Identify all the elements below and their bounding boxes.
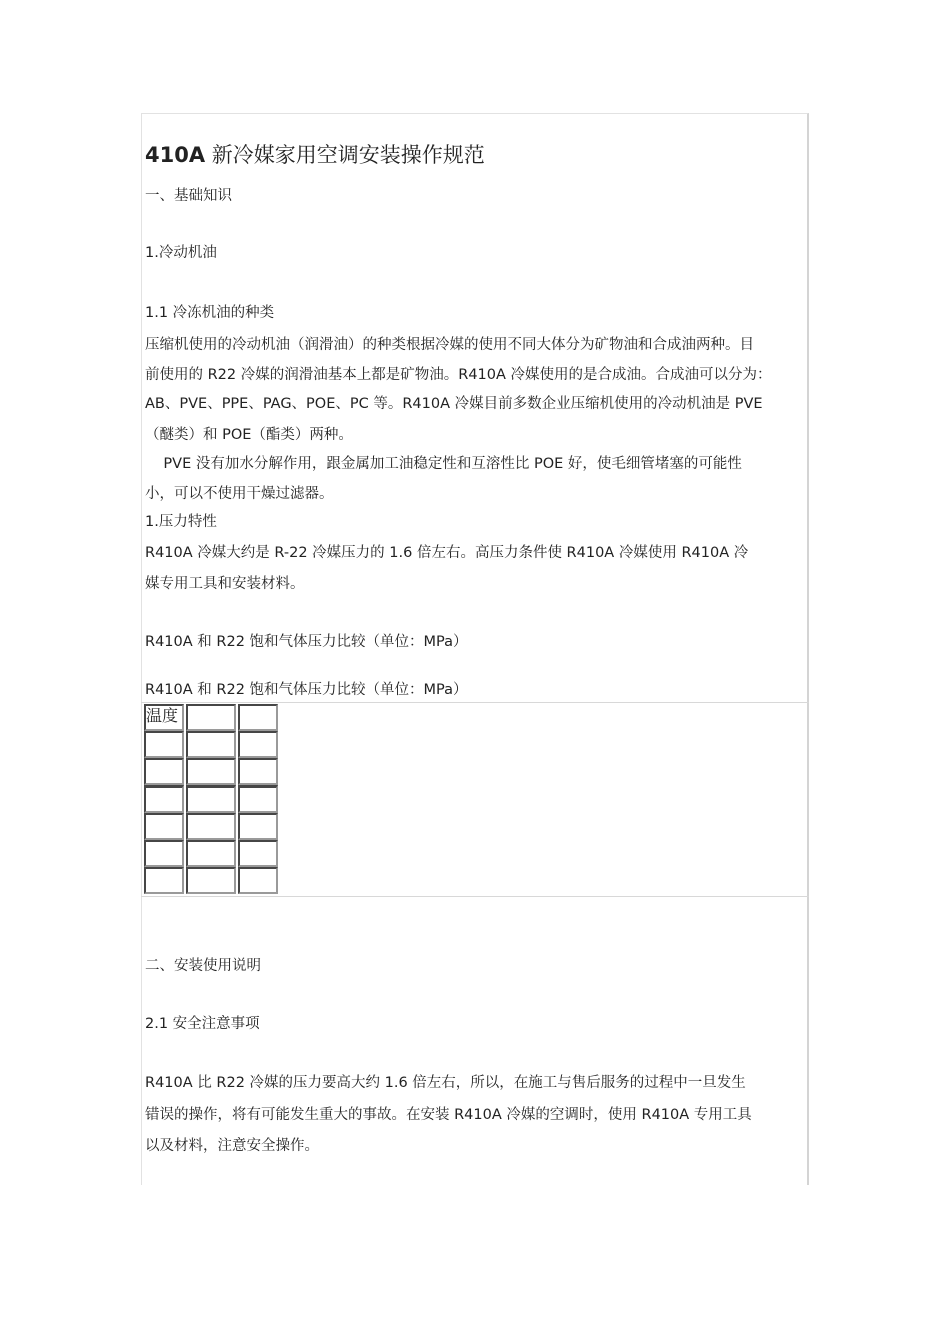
table-cell [144, 840, 184, 867]
paragraph-oil-line-2: 前使用的 R22 冷媒的润滑油基本上都是矿物油。R410A 冷媒使用的是合成油。合成油可以分为： [145, 367, 772, 383]
paragraph-oil-line-4: （醚类）和 POE（酯类）两种。 [145, 427, 353, 443]
table-row [144, 840, 278, 867]
paragraph-pressure-line-1: R410A 冷媒大约是 R-22 冷媒压力的 1.6 倍左右。高压力条件使 R410A 冷媒使用 R410A 冷 [145, 545, 749, 561]
table-row [144, 731, 278, 758]
table-cell [238, 785, 278, 813]
title-text: 新冷媒家用空调安装操作规范 [205, 143, 485, 167]
table-cell [238, 867, 278, 894]
paragraph-pve-line-2: 小，可以不使用干燥过滤器。 [145, 486, 334, 502]
paragraph-oil-line-1: 压缩机使用的冷动机油（润滑油）的种类根据冷媒的使用不同大体分为矿物油和合成油两种。目 [145, 337, 754, 353]
paragraph-safety-line-2: 错误的操作，将有可能发生重大的事故。在安装 R410A 冷媒的空调时，使用 R410A 专用工具 [145, 1107, 752, 1123]
paragraph-oil-line-3: AB、PVE、PPE、PAG、POE、PC 等。R410A 冷媒目前多数企业压缩机使用的冷动机油是 PVE [145, 396, 763, 412]
table-cell [186, 867, 236, 894]
paragraph-pressure-line-2: 媒专用工具和安装材料。 [145, 576, 305, 592]
page-title [145, 138, 485, 172]
table-row [144, 867, 278, 894]
table-cell [186, 785, 236, 813]
table-cell [186, 813, 236, 840]
table-cell [186, 840, 236, 867]
paragraph-safety-line-1: R410A 比 R22 冷媒的压力要高大约 1.6 倍左右，所以，在施工与售后服务的过程中一旦发生 [145, 1075, 746, 1091]
table-cell [144, 867, 184, 894]
title-bold: 410A [145, 143, 206, 167]
table-row [144, 813, 278, 840]
subsection-heading-oil-types: 1.1 冷冻机油的种类 [145, 305, 275, 321]
table-cell [144, 785, 184, 813]
table-row [144, 758, 278, 785]
table-cell [238, 704, 278, 731]
table-cell [186, 731, 236, 758]
paragraph-pve-line-1: PVE 没有加水分解作用，跟金属加工油稳定性和互溶性比 POE 好，使毛细管堵塞的可能性 [145, 456, 742, 472]
table-header-cell: 温度 [144, 704, 184, 731]
paragraph-safety-line-3: 以及材料，注意安全操作。 [145, 1138, 319, 1154]
table-cell [238, 758, 278, 785]
section-heading-1: 一、基础知识 [145, 188, 232, 204]
table-cell [238, 731, 278, 758]
table-cell [238, 840, 278, 867]
table-row [144, 785, 278, 813]
table-row [144, 704, 278, 731]
table-caption-1: R410A 和 R22 饱和气体压力比较（单位：MPa） [145, 634, 468, 650]
subsection-heading-oil: 1.冷动机油 [145, 245, 217, 261]
pressure-table [142, 704, 280, 894]
table-caption-2: R410A 和 R22 饱和气体压力比较（单位：MPa） [145, 682, 468, 698]
subsection-heading-safety: 2.1 安全注意事项 [145, 1016, 260, 1032]
table-cell [238, 813, 278, 840]
subsection-heading-pressure: 1.压力特性 [145, 514, 217, 530]
table-cell [144, 813, 184, 840]
section-heading-2: 二、安装使用说明 [145, 958, 261, 974]
table-cell [144, 758, 184, 785]
table-cell [144, 731, 184, 758]
table-cell [186, 704, 236, 731]
table-cell [186, 758, 236, 785]
